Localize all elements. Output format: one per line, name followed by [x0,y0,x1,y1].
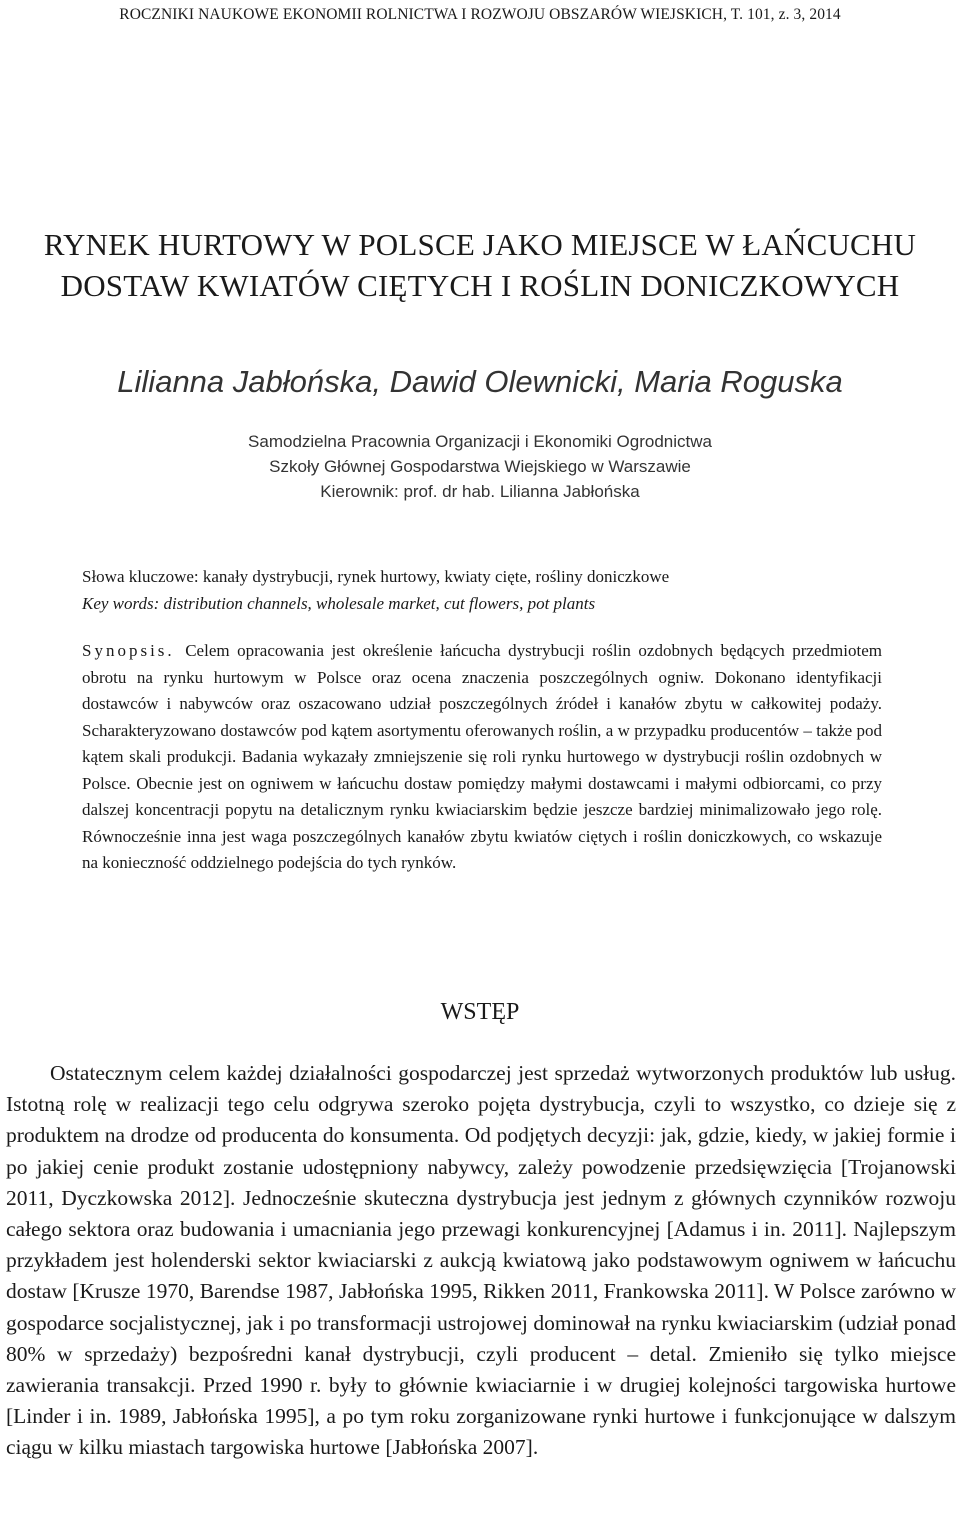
keywords-english: Key words: distribution channels, wholesale market, cut flowers, pot plants [82,594,596,613]
introduction-paragraph: Ostatecznym celem każdej działalności gospodarczej jest sprzedaż wytworzonych produktów lub usług. Istotną rolę w realizacji tego celu odgrywa szeroko pojęta dystrybucja, czyli to wszystko, co dzieje się z produktem na drodze od producenta do konsumenta. Od podjętych decyzji: jak, gdzie, kiedy, w jakiej formie i po jakiej cenie produkt zostanie udostępniony nabywcy, zależy powodzenie przedsięwzięcia [Trojanowski 2011, Dyczkowska 2012]. Jednocześnie skuteczna dystrybucja jest jednym z głównych czynników rozwoju całego sektora oraz budowania i umacniania jego przewagi konkurencyjnej [Adamus i in. 2011]. Najlepszym przykładem jest holenderski sektor kwiaciarski z aukcją kwiatową jako podstawowym ogniwem w łańcuchu dostaw [Krusze 1970, Barendse 1987, Jabłońska 1995, Rikken 2011, Frankowska 2011]. W Polsce zarówno w gospodarce socjalistycznej, jak i po transformacji ustrojowej dominował na rynku kwiaciarskim (udział ponad 80% w sprzedaży) bezpośredni kanał dystrybucji, czyli producent – detal. Zmieniło się tylko miejsce zawierania transakcji. Przed 1990 r. były to głównie kwiaciarnie i w drugiej kolejności targowiska hurtowe [Linder i in. 1989, Jabłońska 1995], a po tym roku zorganizowane rynki hurtowe i funkcjonujące w dalszym ciągu w kilku miastach targowiska hurtowe [Jabłońska 2007]. [6,1061,956,1460]
article-title-line-2: DOSTAW KWIATÓW CIĘTYCH I ROŚLIN DONICZKOWYCH [60,268,900,303]
affiliation-line-1: Samodzielna Pracownia Organizacji i Ekonomiki Ogrodnictwa [248,432,712,451]
keywords-block [82,563,882,617]
running-header: ROCZNIKI NAUKOWE EKONOMII ROLNICTWA I ROZWOJU OBSZARÓW WIEJSKICH, T. 101, z. 3, 2014 [119,6,841,23]
affiliation-line-2: Szkoły Głównej Gospodarstwa Wiejskiego w Warszawie [269,457,691,476]
article-title [0,224,960,306]
article-authors: Lilianna Jabłońska, Dawid Olewnicki, Maria Roguska [117,364,843,399]
article-title-line-1: RYNEK HURTOWY W POLSCE JAKO MIEJSCE W ŁAŃCUCHU [43,227,917,262]
affiliation-line-3: Kierownik: prof. dr hab. Lilianna Jabłońska [320,482,640,501]
synopsis-text: Celem opracowania jest określenie łańcucha dystrybucji roślin ozdobnych będących przedmiotem obrotu na rynku hurtowym w Polsce oraz ocena znaczenia poszczególnych ogniw. Dokonano identyfikacji dostawców i nabywców oraz oszacowano udział poszczególnych źródeł i kanałów zbytu w całkowitej podaży. Scharakteryzowano dostawców pod kątem asortymentu oferowanych roślin, a w przypadku producentów – także pod kątem skali produkcji. Badania wykazały zmniejszenie się roli rynku hurtowego w dystrybucji roślin ozdobnych w Polsce. Obecnie jest on ogniwem w łańcuchu dostaw pomiędzy małymi dostawcami i małymi odbiorcami, co przy dalszej koncentracji popytu na detalicznym rynku kwiaciarskim będzie jeszcze bardziej minimalizowało jego rolę. Równocześnie inna jest waga poszczególnych kanałów zbytu kwiatów ciętych i roślin doniczkowych, co wskazuje na konieczność oddzielnego podejścia do tych rynków. [82,641,882,872]
keywords-polish: Słowa kluczowe: kanały dystrybucji, rynek hurtowy, kwiaty cięte, rośliny doniczkowe [82,567,670,586]
synopsis-label: Synopsis. [82,641,186,660]
affiliation-block [0,429,960,504]
section-heading-introduction: WSTĘP [440,999,520,1025]
synopsis-paragraph [82,638,882,877]
